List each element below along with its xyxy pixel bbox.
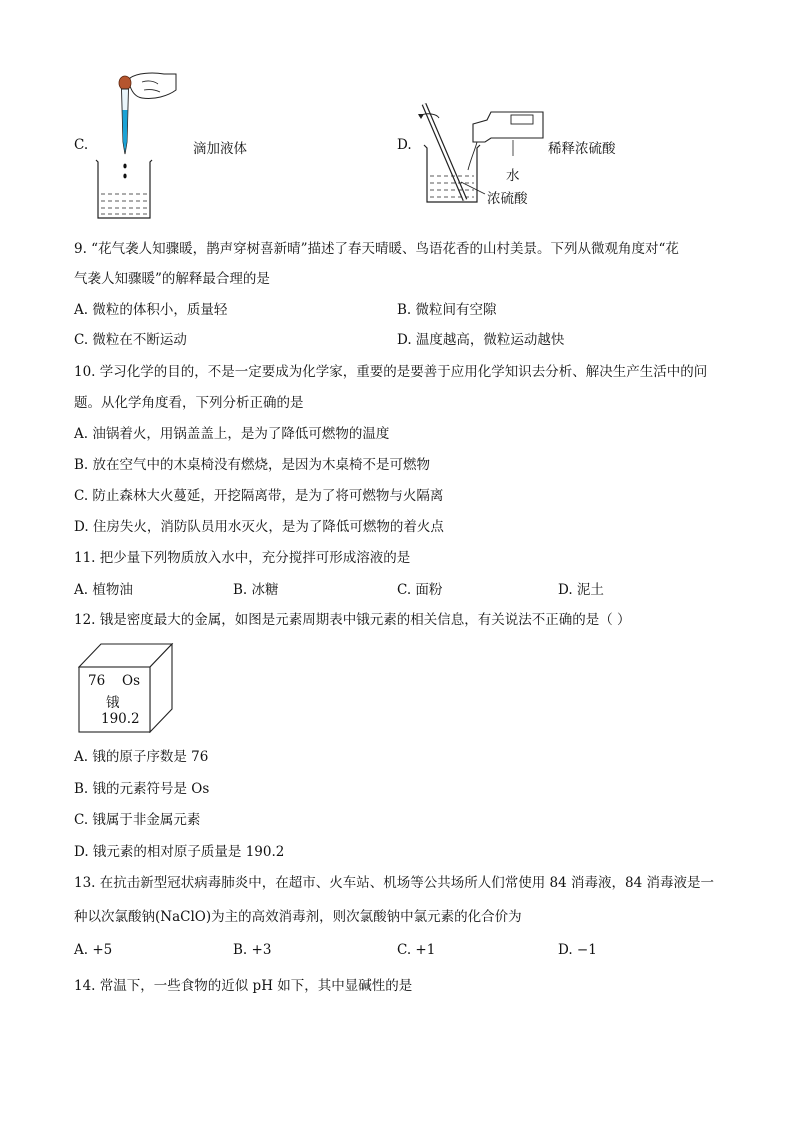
q12-option-a: A. 锇的原子序数是 76 bbox=[74, 749, 209, 765]
q10-stem-line2: 题。从化学角度看，下列分析正确的是 bbox=[74, 395, 304, 411]
pouring-stream bbox=[468, 142, 477, 170]
falling-drop bbox=[123, 164, 126, 169]
dilution-figure bbox=[415, 98, 550, 208]
q13-stem-line2: 种以次氯酸钠(NaClO)为主的高效消毒剂，则次氯酸钠中氯元素的化合价为 bbox=[74, 909, 522, 925]
hand-outline bbox=[130, 73, 176, 98]
q9-option-b: B. 微粒间有空隙 bbox=[397, 302, 497, 318]
q14-stem: 14. 常温下，一些食物的近似 pH 如下，其中显碱性的是 bbox=[74, 978, 413, 994]
q11-stem: 11. 把少量下列物质放入水中，充分搅拌可形成溶液的是 bbox=[74, 550, 411, 566]
q13-option-b: B. +3 bbox=[233, 942, 272, 958]
acid-label: 浓硫酸 bbox=[487, 191, 528, 207]
bottle-label bbox=[511, 115, 533, 124]
element-symbol: Os bbox=[122, 673, 140, 689]
q9-option-a: A. 微粒的体积小，质量轻 bbox=[74, 302, 228, 318]
q10-option-a: A. 油锅着火，用锅盖盖上，是为了降低可燃物的温度 bbox=[74, 426, 390, 442]
q9-option-d: D. 温度越高，微粒运动越快 bbox=[397, 332, 565, 348]
q11-option-c: C. 面粉 bbox=[397, 582, 443, 598]
glass-rod-inner bbox=[424, 104, 465, 200]
q13-option-c: C. +1 bbox=[397, 942, 436, 958]
element-atomic-number: 76 bbox=[88, 673, 106, 689]
q12-stem: 12. 锇是密度最大的金属，如图是元素周期表中锇元素的相关信息，有关说法不正确的是（ ） bbox=[74, 612, 631, 628]
element-name: 锇 bbox=[106, 695, 120, 711]
acid-leader-line bbox=[461, 182, 485, 194]
q12-option-b: B. 锇的元素符号是 Os bbox=[74, 781, 210, 797]
q9-option-c: C. 微粒在不断运动 bbox=[74, 332, 187, 348]
q8-option-d-label: 稀释浓硫酸 bbox=[548, 141, 616, 157]
water-label: 水 bbox=[506, 168, 520, 184]
q10-stem-line1: 10. 学习化学的目的，不是一定要成为化学家，重要的是要善于应用化学知识去分析、解决生产生活中的问 bbox=[74, 364, 708, 380]
q13-option-d: D. −1 bbox=[558, 942, 597, 958]
q9-stem-line2: 气袭人知骤暖”的解释最合理的是 bbox=[74, 271, 270, 287]
q10-option-c: C. 防止森林大火蔓延，开挖隔离带，是为了将可燃物与火隔离 bbox=[74, 488, 444, 504]
falling-drop bbox=[123, 174, 126, 179]
q8-option-c-letter: C. bbox=[74, 137, 89, 153]
q10-option-b: B. 放在空气中的木桌椅没有燃烧，是因为木桌椅不是可燃物 bbox=[74, 457, 431, 473]
stir-arrow-head bbox=[418, 114, 424, 119]
beaker bbox=[96, 160, 152, 218]
q12-option-c: C. 锇属于非金属元素 bbox=[74, 812, 201, 828]
q11-option-b: B. 冰糖 bbox=[233, 582, 279, 598]
q11-option-a: A. 植物油 bbox=[74, 582, 133, 598]
q12-option-d: D. 锇元素的相对原子质量是 190.2 bbox=[74, 844, 285, 860]
q13-stem-line1: 13. 在抗击新型冠状病毒肺炎中，在超市、火车站、机场等公共场所人们常使用 84 消毒液，84 消毒液是一 bbox=[74, 875, 714, 891]
dropper-bulb bbox=[119, 76, 131, 90]
element-atomic-mass: 190.2 bbox=[101, 711, 140, 727]
q9-stem-line1: 9. “花气袭人知骤暖，鹊声穿树喜新晴”描述了春天晴暖、鸟语花香的山村美景。下列从微观角度对“花 bbox=[74, 241, 679, 257]
q13-option-a: A. +5 bbox=[74, 942, 113, 958]
q10-option-d: D. 住房失火，消防队员用水灭火，是为了降低可燃物的着火点 bbox=[74, 519, 444, 535]
dropper-figure bbox=[92, 70, 182, 225]
q8-option-d-letter: D. bbox=[397, 137, 412, 153]
q8-option-c-label: 滴加液体 bbox=[193, 141, 247, 157]
q11-option-d: D. 泥土 bbox=[558, 582, 604, 598]
